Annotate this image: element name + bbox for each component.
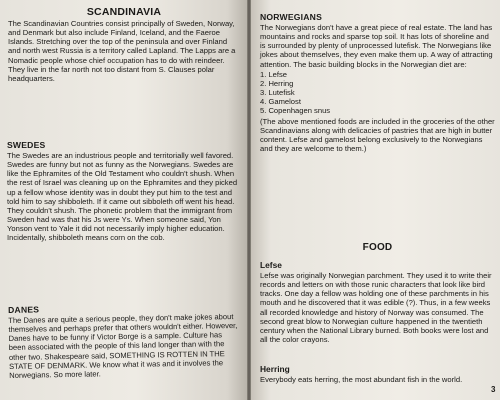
swedes-heading: SWEDES [7,140,46,150]
food-section [260,242,495,344]
page-number: 3 [491,385,496,394]
swedes-section [7,140,241,243]
list-item: 5. Copenhagen snus [260,106,331,116]
herring-text: Everybody eats herring, the most abundant fish in the world. [260,375,463,384]
diet-list [260,70,495,116]
herring-heading: Herring [260,364,290,374]
food-title: FOOD [362,242,393,253]
herring-section [260,364,495,384]
list-item: 2. Herring [260,78,294,88]
danes-text: The Danes are quite a serious people, they don't make jokes about themselves and perhaps prefer that others wouldn't either. However, Danes have to be funny if Victor Borge is a sample. Culture has been associated with the people of this land longer than with the other two. Shakespeare said, SOMETHING IS ROTTEN IN THE STATE OF DENMARK. We know what it was and it involves the Norwegians. So more later. [8,312,238,380]
list-item: 4. Gamelost [260,97,301,107]
right-page [251,0,500,400]
danes-heading: DANES [8,304,40,315]
norwegians-section [260,12,495,153]
lefse-heading: Lefse [260,260,282,270]
swedes-text: The Swedes are an industrious people and territorially well favored. Swedes are funny but not as funny as the Norwegians. Swedes are like the Ephramites of the Old Testament who couldn't shush. When the rest of Israel was cleaning up on the Ephramites and they picked up a fellow whose identity was in doubt they put him to the test and told him to say shibboleth. If it came out sibboleth off went his head. They couldn't shush. The phonetic problem that the immigrant from Sweden had was that his Js were Ys. When someone said, Yon Yonson vent to Yale it did not necessarily imply higher education. Incidentally, shibboleth means corn on the cob. [7,151,238,243]
left-page [0,0,247,400]
danes-section [8,301,241,380]
norwegians-text: The Norwegians don't have a great piece of real estate. The land has mountains and rocks and sparse top soil. It has lots of shoreline and is surrounded by plenty of unprocessed lutefisk. The Norwegians like jokes about themselves, they even make them up. A way of attracting attention. The basic building blocks in the Norwegian diet are: [260,23,493,69]
scandinavia-text: The Scandinavian Countries consist principally of Sweden, Norway, and Denmark but also include Finland, Iceland, and the Faeroe Islands. Stretching over the top of the peninsula and over Finland and north west Russia is a territory called Lapland. The Lapps are a Nomadic people whose chief occupation has to do with reindeer. They live in the far north not too distant from S. Clauses polar headquarters. [8,19,236,83]
norwegians-note: (The above mentioned foods are included in the groceries of the other Scandinavians along with delicacies of pastries that are high in butter content. Lefse and gamelost belong exclusively to the Norwegians and they are welcome to them.) [260,116,495,154]
norwegians-heading: NORWEGIANS [260,12,323,22]
scandinavia-section [8,6,240,83]
list-item: 3. Lutefisk [260,88,295,98]
lefse-text: Lefse was originally Norwegian parchment. They used it to write their records and letters on with those runic characters that look like bird tracks. One day a fellow was holding one of these parchments in his mouth and he discovered that it was edible (?). Thus, in a few weeks all recorded knowledge and history of Norway was consumed. The second great blow to Norwegian culture happened in the twentieth century when the National Library burned. Both books were lost and all the color crayons. [260,271,492,345]
scandinavia-title: SCANDINAVIA [86,6,162,18]
list-item: 1. Lefse [260,69,288,79]
